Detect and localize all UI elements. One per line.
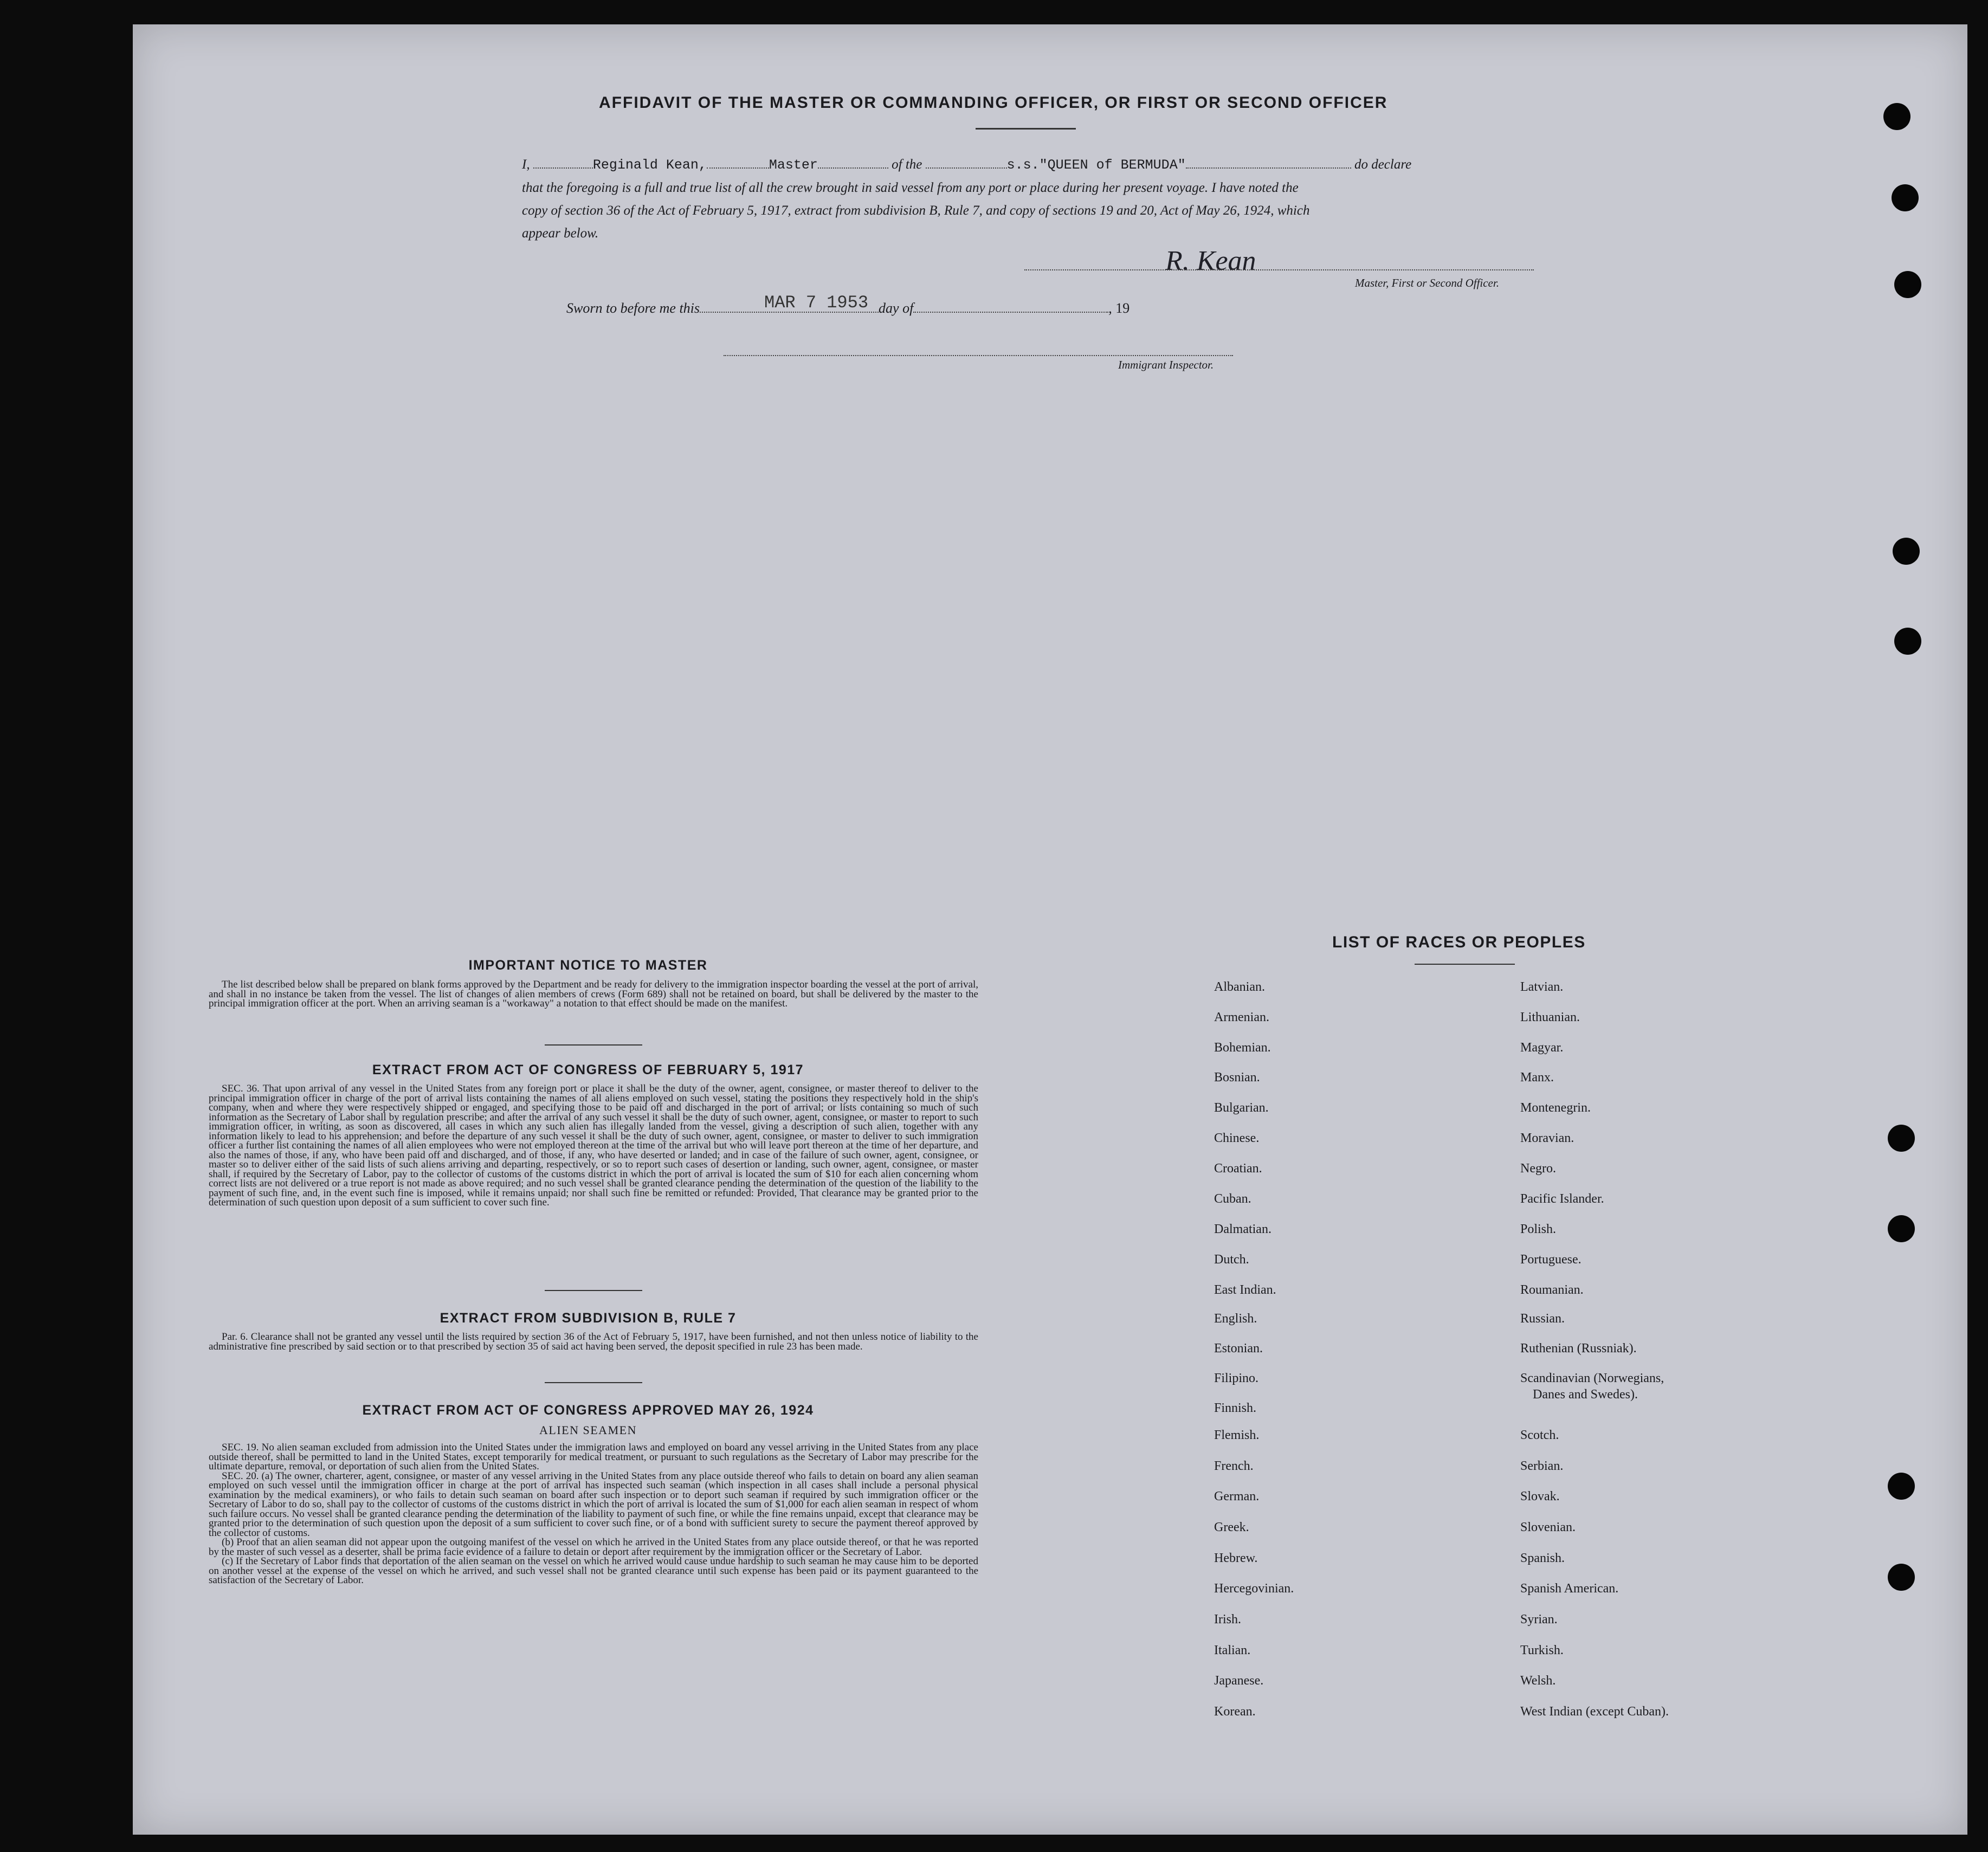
punch-hole	[1888, 1473, 1915, 1500]
punch-hole	[1893, 538, 1920, 565]
race-item: Dutch.	[1214, 1253, 1249, 1267]
race-item: Finnish.	[1214, 1401, 1257, 1415]
races-rule	[1415, 964, 1515, 965]
punch-hole	[1888, 1215, 1915, 1242]
race-item: English.	[1214, 1312, 1257, 1326]
section-rule	[545, 1382, 642, 1383]
pronoun: I,	[522, 157, 530, 172]
title-rule	[976, 128, 1076, 130]
race-item: West Indian (except Cuban).	[1520, 1705, 1669, 1719]
extract-1924-title: EXTRACT FROM ACT OF CONGRESS APPROVED MAY 26, 1924	[362, 1403, 814, 1418]
races-title: LIST OF RACES OR PEOPLES	[1332, 933, 1586, 951]
race-item: Manx.	[1520, 1070, 1554, 1085]
affidavit-line-1: that the foregoing is a full and true list of all the crew brought in said vessel from any port or place during her present voyage. I have noted the	[522, 180, 1299, 195]
master-name-field: Reginald Kean,	[592, 157, 707, 173]
race-item: Welsh.	[1520, 1674, 1556, 1688]
master-signature: R. Kean	[1165, 246, 1256, 276]
race-item: Turkish.	[1520, 1643, 1564, 1657]
extract-1924-text	[209, 1443, 978, 1585]
notice-title: IMPORTANT NOTICE TO MASTER	[468, 958, 708, 973]
race-item: Spanish.	[1520, 1551, 1565, 1565]
race-item: Polish.	[1520, 1222, 1557, 1236]
punch-hole	[1888, 1125, 1915, 1152]
race-item: Magyar.	[1520, 1041, 1564, 1055]
extract-1917-title: EXTRACT FROM ACT OF CONGRESS OF FEBRUARY 5, 1917	[372, 1062, 804, 1077]
affidavit-line-3: appear below.	[522, 226, 599, 241]
race-item: Bosnian.	[1214, 1070, 1260, 1085]
race-item: Latvian.	[1520, 980, 1564, 994]
race-item: French.	[1214, 1459, 1254, 1473]
race-item: Roumanian.	[1520, 1283, 1584, 1297]
race-item: Greek.	[1214, 1520, 1249, 1534]
race-item: Hercegovinian.	[1214, 1582, 1294, 1596]
race-item: Albanian.	[1214, 980, 1265, 994]
race-item: Japanese.	[1214, 1674, 1264, 1688]
race-item: Pacific Islander.	[1520, 1192, 1604, 1206]
section-rule	[545, 1290, 642, 1291]
sec-20c-text: (c) If the Secretary of Labor finds that deportation of the alien seaman on the vessel on which he arrived would cause undue hardship to such seaman he may cause him to be deported on another vessel at the expense of the vessel on which he arrived, and such vessel shall not be granted clearance until such expense has been paid or its payment guaranteed to the satisfaction of the Secretary of Labor.	[209, 1556, 978, 1586]
race-item: Irish.	[1214, 1612, 1241, 1627]
race-item: Portuguese.	[1520, 1253, 1582, 1267]
sworn-prefix: Sworn to before me this	[566, 300, 700, 316]
affidavit-body	[522, 153, 1537, 245]
sec-20b-text: (b) Proof that an alien seaman did not appear upon the outgoing manifest of the vessel on which he arrived in the United States from any place outside thereof, or that he was reported by the master of such vessel as a deserter, shall be prima facie evidence of a failure to detain or deport after requirement by the immigration officer or the Secretary of Labor.	[209, 1537, 978, 1558]
race-item: Italian.	[1214, 1643, 1251, 1657]
race-item: Cuban.	[1214, 1192, 1251, 1206]
race-item: Syrian.	[1520, 1612, 1558, 1627]
race-item: Montenegrin.	[1520, 1101, 1591, 1115]
race-item: Moravian.	[1520, 1131, 1574, 1145]
sec-19-text: SEC. 19. No alien seaman excluded from admission into the United States under the immigration laws and employed on board any vessel arriving in the United States from any place outside thereof, shall be permitted to land in the United States, except temporarily for medical treatment, or pursuant to such regulations as the Secretary of Labor may prescribe for the ultimate departure, removal, or deportation of such alien from the United States.	[209, 1442, 978, 1472]
race-item: Serbian.	[1520, 1459, 1564, 1473]
affidavit-title: AFFIDAVIT OF THE MASTER OR COMMANDING OFFICER, OR FIRST OR SECOND OFFICER	[599, 94, 1388, 112]
race-item: Slovenian.	[1520, 1520, 1576, 1534]
signature-caption: Master, First or Second Officer.	[1355, 276, 1499, 289]
race-item: Spanish American.	[1520, 1582, 1619, 1596]
punch-hole	[1883, 103, 1910, 130]
punch-hole	[1892, 184, 1919, 211]
race-item: German.	[1214, 1489, 1260, 1503]
extract-1917-text: SEC. 36. That upon arrival of any vessel in the United States from any foreign port or place it shall be the duty of the owner, agent, consignee, or master thereof to deliver to the principal immigration officer in charge of the port of arrival lists containing the names of all aliens employed on such vessel, stating the positions they respectively hold in the ship's company, when and where they were respectively shipped or engaged, and specifying those to be paid off and discharged in the port of arrival; or lists containing so much of such information as the Secretary of Labor shall by regulation prescribe; and after the arrival of any such vessel it shall be the duty of such owner, agent, consignee, or master to report to such immigration officer, in writing, as soon as discovered, all cases in which any such alien has illegally landed from the vessel, giving a description of such alien, together with any information likely to lead to his apprehension; and before the departure of any such vessel it shall be the duty of such owner, agent, consignee, or master to deliver to such immigration officer a further list containing the names of all alien employees who were not employed thereon at the time of the arrival but who will leave port thereon at the time of her departure, and also the names of those, if any, who have been paid off and discharged, and of those, if any, who have deserted or landed; and in case of the failure of such owner, agent, consignee, or master so to deliver either of the said lists of such aliens arriving and departing, respectively, or so to report such cases of desertion or landing, such owner, agent, consignee, or master shall, if required by the Secretary of Labor, pay to the collector of customs of the customs district in which the port of arrival is located the sum of $10 for each alien concerning whom correct lists are not delivered or a true report is not made as above required; and no such vessel shall be granted clearance pending the determination of the question of the liability to the payment of such fine, and, in the event such fine is imposed, while it remains unpaid; nor shall such fine be remitted or refunded: Provided, That clearance may be granted prior to the determination of such question upon deposit of a sum sufficient to cover such fine.	[209, 1083, 978, 1208]
signature-line	[1024, 269, 1534, 270]
vessel-field: s.s."QUEEN of BERMUDA"	[1006, 157, 1186, 173]
punch-hole	[1894, 271, 1921, 298]
race-item: Negro.	[1520, 1161, 1556, 1176]
punch-hole	[1888, 1564, 1915, 1591]
section-rule	[545, 1044, 642, 1046]
race-item: Bohemian.	[1214, 1041, 1271, 1055]
race-item: Scandinavian (Norwegians,	[1520, 1371, 1664, 1385]
race-item: Scotch.	[1520, 1428, 1559, 1442]
rank-field: Master	[769, 157, 818, 173]
extract-rule7-title: EXTRACT FROM SUBDIVISION B, RULE 7	[440, 1311, 737, 1326]
extract-rule7-text: Par. 6. Clearance shall not be granted any vessel until the lists required by section 36 of the Act of February 5, 1917, have been furnished, and not then unless notice of liability to the administrative fine prescribed by said section or to that prescribed by section 35 of said act having been served, the deposit specified in rule 23 has been made.	[209, 1331, 978, 1352]
race-item: East Indian.	[1214, 1283, 1276, 1297]
race-item: Bulgarian.	[1214, 1101, 1269, 1115]
race-item: Flemish.	[1214, 1428, 1260, 1442]
race-item: Chinese.	[1214, 1131, 1260, 1145]
notice-text: The list described below shall be prepared on blank forms approved by the Department and be ready for delivery to the immigration inspector boarding the vessel at the port of arrival, and shall in no instance be taken from the vessel. The list of changes of alien members of crews (Form 689) shall not be retained on board, but shall be delivered by the master to the principal immigration officer at the port. When an arriving seaman is a "workaway" a notation to that effect should be made on the manifest.	[209, 979, 978, 1009]
declare-label: do declare	[1354, 157, 1412, 172]
race-item: Korean.	[1214, 1705, 1256, 1719]
race-item: Dalmatian.	[1214, 1222, 1271, 1236]
race-item: Hebrew.	[1214, 1551, 1258, 1565]
extract-1924-subtitle: ALIEN SEAMEN	[539, 1423, 637, 1437]
race-item: Slovak.	[1520, 1489, 1560, 1503]
date-stamp: MAR 7 1953	[764, 293, 869, 313]
sec-20a-text: SEC. 20. (a) The owner, charterer, agent, consignee, or master of any vessel arriving in the United States from any place outside thereof who fails to detain on board any alien seaman employed on such vessel until the immigration officer in charge at the port of arrival has inspected such seaman (which inspection in all cases shall include a personal physical examination by the medical examiners), or who fails to detain such seaman on board after such inspection or to deport such seaman if required by such immigration officer or the Secretary of Labor to do so, shall pay to the collector of customs of the customs district in which the port of arrival is located the sum of $1,000 for each alien seaman in respect of whom such failure occurs. No vessel shall be granted clearance pending the determination of the liability to payment of such fine, or while the fine remains unpaid, except that clearance may be granted prior to the determination of such question upon the deposit of a sum sufficient to cover such fine, or of a bond with sufficient surety to secure the payment thereof approved by the collector of customs.	[209, 1470, 978, 1539]
year-prefix: , 19	[1108, 300, 1130, 316]
race-item: Danes and Swedes).	[1533, 1388, 1638, 1402]
punch-hole	[1894, 628, 1921, 655]
race-item: Ruthenian (Russniak).	[1520, 1341, 1637, 1356]
race-item: Armenian.	[1214, 1010, 1269, 1024]
of-the-label: of the	[892, 157, 922, 172]
race-item: Estonian.	[1214, 1341, 1263, 1356]
affidavit-line-2: copy of section 36 of the Act of February 5, 1917, extract from subdivision B, Rule 7, and copy of sections 19 and 20, Act of May 26, 1924, which	[522, 203, 1310, 218]
day-of-label: day of	[879, 300, 914, 316]
inspector-caption: Immigrant Inspector.	[1118, 358, 1214, 371]
race-item: Croatian.	[1214, 1161, 1262, 1176]
inspector-signature-line	[724, 355, 1233, 356]
race-item: Filipino.	[1214, 1371, 1259, 1385]
declaration-line	[522, 153, 1537, 177]
race-item: Lithuanian.	[1520, 1010, 1580, 1024]
race-item: Russian.	[1520, 1312, 1565, 1326]
